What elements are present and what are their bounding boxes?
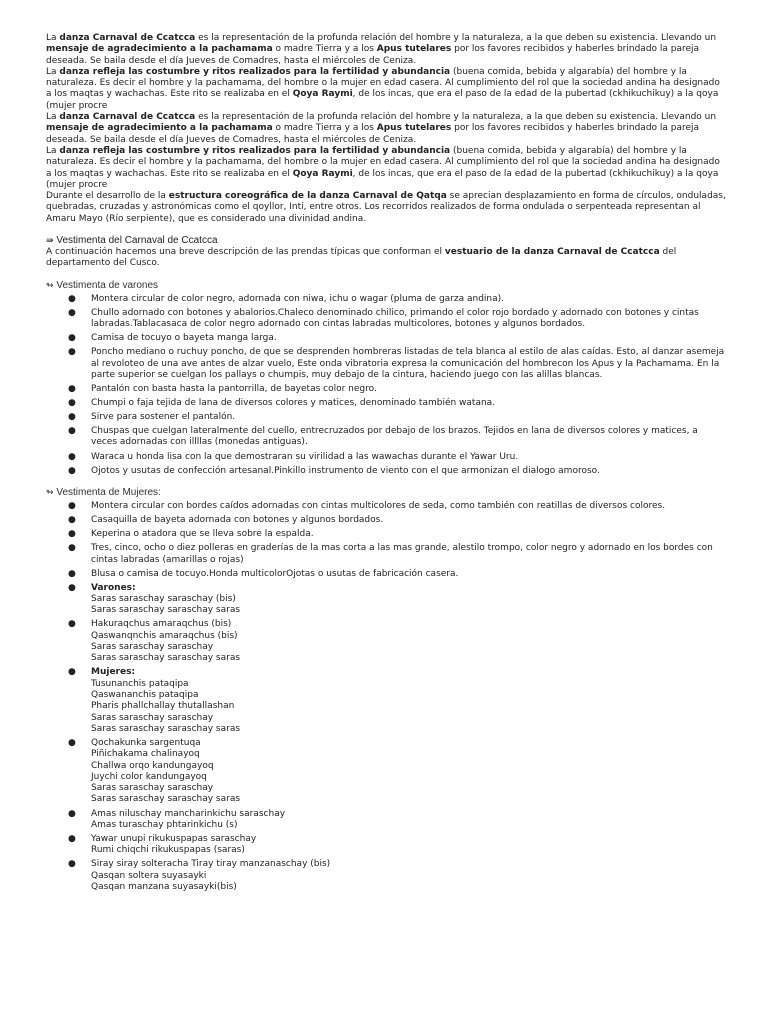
list-item: ● Blusa o camisa de tocuyo.Honda multicolorOjotas o usutas de fabricación casera. bbox=[68, 568, 459, 579]
song-line: Qochakunka sargentuqa bbox=[91, 737, 201, 748]
bullet-icon: ● bbox=[68, 808, 76, 819]
list-item: ● Chumpi o faja tejida de lana de diversos colores y matices, denominado también watana. bbox=[68, 398, 496, 408]
bullet-icon: ● bbox=[68, 307, 76, 318]
song-line: Saras saraschay saraschay saras bbox=[91, 653, 241, 664]
list-item: ● Keperina o atadora que se lleva sobre la espalda. bbox=[68, 529, 314, 540]
bullet-icon: ● bbox=[68, 737, 76, 748]
list-item: ● Chullo adornado con botones y abalorios.Chaleco denominado chilico, primando el color rojo bordado y adornado con botones y cintas labradas.Tablacasaca de color negro adornado con cintas labradas multicolores, botones y algunos bordados. bbox=[68, 307, 699, 330]
song-line: Saras saraschay saraschay bbox=[91, 783, 214, 794]
song-line: Hakuraqchus amaraqchus (bis) bbox=[91, 619, 232, 630]
list-item: ● Sirve para sostener el pantalón. bbox=[68, 412, 236, 423]
list-item: ● Montera circular con bordes caídos adornadas con cintas multicolores de seda, como también con reatillas de diversos colores. bbox=[68, 500, 666, 511]
song-label-varones: Varones: bbox=[91, 582, 136, 593]
song-stanza bbox=[46, 619, 726, 664]
song-line: Qaswananchis pataqipa bbox=[91, 690, 199, 700]
bullet-icon: ● bbox=[68, 347, 76, 358]
bullet-icon: ● bbox=[68, 568, 76, 579]
song-line: Amas turaschay phtarinkichu (s) bbox=[91, 819, 238, 830]
song-line: Saras saraschay saraschay bbox=[91, 642, 214, 653]
song-line: Qasqan manzana suyasayki(bis) bbox=[91, 881, 237, 892]
paragraph-coreografia: Durante el desarrollo de la estructura coreográfica de la danza Carnaval de Qatqa se aprecian desplazamiento en forma de círculos, onduladas, quebradas, cruzadas y astronómicas como el qoyllor, Inti, entre otros. Los recorridos realizados de forma ondulada o serpenteada representan al Amaru Mayo (Río serpiente), que es considerado una divinidad andina. bbox=[46, 191, 726, 224]
list-item: ● Tres, cinco, ocho o diez polleras en graderías de la mas corta a las mas grande, alestilo trompo, color negro y adornado en los bordes con cintas labradas (amarillas o rojas) bbox=[68, 543, 713, 565]
song-stanza bbox=[46, 738, 726, 806]
song-line: Tusunanchis pataqipa bbox=[91, 678, 189, 689]
subheading-mujeres: ↬ Vestimenta de Mujeres: bbox=[46, 486, 161, 498]
paragraph-ritos-2: La danza refleja las costumbre y ritos realizados para la fertilidad y abundancia (buena comida, bebida y algarabía) del hombre y la naturaleza. Es decir el hombre y la pachamama, del hombre o la mujer en edad casera. Al cumplimiento del rol que la sociedad andina ha designado a los maqtas y wachachas. Este rito se realizaba en el Qoya Raymi, de los incas, que era el paso de la edad de la pubertad (ckhikuchikuy) a la qoya (mujer procre bbox=[46, 145, 720, 190]
bullet-icon: ● bbox=[68, 465, 76, 476]
list-item: ● Ojotos y usutas de confección artesanal.Pinkillo instrumento de viento con el que armonizan el dialogo amoroso. bbox=[68, 465, 600, 476]
song-stanza bbox=[46, 809, 726, 832]
bullet-icon: ● bbox=[68, 515, 76, 526]
bullet-icon: ● bbox=[68, 293, 76, 304]
song-line: Qaswanqnchis amaraqchus (bis) bbox=[91, 630, 238, 641]
heading-vestimenta: ⇛ Vestimenta del Carnaval de Ccatcca bbox=[46, 235, 218, 247]
song-line: Piñichakama chalinayoq bbox=[91, 749, 200, 760]
song-stanza bbox=[46, 859, 726, 893]
bullet-icon: ● bbox=[68, 543, 76, 554]
bullet-icon: ● bbox=[68, 859, 76, 870]
bullet-icon: ● bbox=[68, 582, 76, 593]
song-line: Amas niluschay mancharinkichu saraschay bbox=[91, 808, 286, 819]
bullet-icon: ● bbox=[68, 426, 76, 437]
song-stanza-mujeres bbox=[46, 667, 726, 735]
list-varones bbox=[46, 294, 726, 477]
song-line: Saras saraschay saraschay saras bbox=[91, 723, 241, 734]
bullet-icon: ● bbox=[68, 833, 76, 844]
song-line: Pharis phallchallay thutallashan bbox=[91, 701, 235, 712]
song-line: Saras saraschay saraschay (bis) bbox=[91, 594, 236, 605]
list-item: ● Pantalón con basta hasta la pantorrilla, de bayetas color negro. bbox=[68, 383, 377, 394]
song-label-mujeres: Mujeres: bbox=[91, 667, 136, 678]
curved-arrow-icon: ↬ bbox=[46, 486, 54, 497]
subheading-varones: ↬ Vestimenta de varones bbox=[46, 279, 159, 291]
song-line: Yawar unupi rikukuspapas saraschay bbox=[91, 833, 257, 844]
song-line: Juychi color kandungayoq bbox=[91, 771, 207, 782]
song-line: Saras saraschay saraschay saras bbox=[91, 605, 241, 616]
document-content bbox=[46, 33, 726, 896]
song-line: Challwa orqo kandungayoq bbox=[91, 760, 214, 771]
bullet-icon: ● bbox=[68, 383, 76, 394]
paragraph-intro-2: La danza Carnaval de Ccatcca es la representación de la profunda relación del hombre y la naturaleza, a la que deben su existencia. Llevando un mensaje de agradecimiento a la pachamama o madre Tierra y a los Apus tutelares por los favores recibidos y haberles brindado la pareja deseada. Se baila desde el día Jueves de Comadres, hasta el miércoles de Ceniza. bbox=[46, 112, 717, 145]
bullet-icon: ● bbox=[68, 451, 76, 462]
list-item: ● Poncho mediano o ruchuy poncho, de que se desprenden hombreras listadas de tela blanca al estilo de alas caídas. Esto, al danzar asemeja al revoloteo de una ave antes de alzar vuelo, Este onda vibratoria expresa la comunicación del hombrecon los Apus y la Pachamama. En la parte superior se cuelgan los pallays o chumpis, muy debajo de la cintura, haciendo juego con las alillas blancas. bbox=[68, 347, 725, 380]
bullet-icon: ● bbox=[68, 529, 76, 540]
bullet-icon: ● bbox=[68, 667, 76, 678]
list-item: ● Waraca u honda lisa con la que demostraran su virilidad a las wawachas durante el Yawar Uru. bbox=[68, 451, 519, 462]
song-stanza bbox=[46, 834, 726, 857]
bullet-icon: ● bbox=[68, 500, 76, 511]
song-line: Siray siray solteracha Tiray tiray manzanaschay (bis) bbox=[91, 859, 331, 870]
bullet-icon: ● bbox=[68, 398, 76, 408]
curved-arrow-icon: ↬ bbox=[46, 279, 54, 290]
list-mujeres bbox=[46, 501, 726, 893]
paragraph-intro-1: La danza Carnaval de Ccatcca es la representación de la profunda relación del hombre y la naturaleza, a la que deben su existencia. Llevando un mensaje de agradecimiento a la pachamama o madre Tierra y a los Apus tutelares por los favores recibidos y haberles brindado la pareja deseada. Se baila desde el día Jueves de Comadres, hasta el miércoles de Ceniza. bbox=[46, 33, 717, 66]
double-arrow-icon: ⇛ bbox=[46, 235, 54, 246]
list-item: ● Casaquilla de bayeta adornada con botones y algunos bordados. bbox=[68, 515, 384, 526]
bullet-icon: ● bbox=[68, 412, 76, 423]
list-item: ● Chuspas que cuelgan lateralmente del cuello, entrecruzados por debajo de los brazos. Tejidos en lana de diversos colores y matices, a veces adornadas con illllas (monedas antiguas). bbox=[68, 426, 698, 448]
song-line: Saras saraschay saraschay saras bbox=[91, 794, 241, 805]
song-stanza-varones bbox=[46, 583, 726, 617]
song-line: Rumi chiqchi rikukuspapas (saras) bbox=[91, 845, 245, 856]
paragraph-descripcion: A continuación hacemos una breve descripción de las prendas típicas que conforman el vestuario de la danza Carnaval de Ccatcca del departamento del Cusco. bbox=[46, 247, 677, 269]
song-line: Qasqan soltera suyasayki bbox=[91, 870, 207, 881]
paragraph-ritos-1: La danza refleja las costumbre y ritos realizados para la fertilidad y abundancia (buena comida, bebida y algarabía) del hombre y la naturaleza. Es decir el hombre y la pachamama, del hombre o la mujer en edad casera. Al cumplimiento del rol que la sociedad andina ha designado a los maqtas y wachachas. Este rito se realizaba en el Qoya Raymi, de los incas, que era el paso de la edad de la pubertad (ckhikuchikuy) a la qoya (mujer procre bbox=[46, 66, 720, 111]
list-item: ● Camisa de tocuyo o bayeta manga larga. bbox=[68, 333, 277, 344]
bullet-icon: ● bbox=[68, 333, 76, 344]
song-line: Saras saraschay saraschay bbox=[91, 712, 214, 723]
bullet-icon: ● bbox=[68, 619, 76, 630]
list-item: ● Montera circular de color negro, adornada con niwa, ichu o wagar (pluma de garza andina). bbox=[68, 293, 505, 304]
